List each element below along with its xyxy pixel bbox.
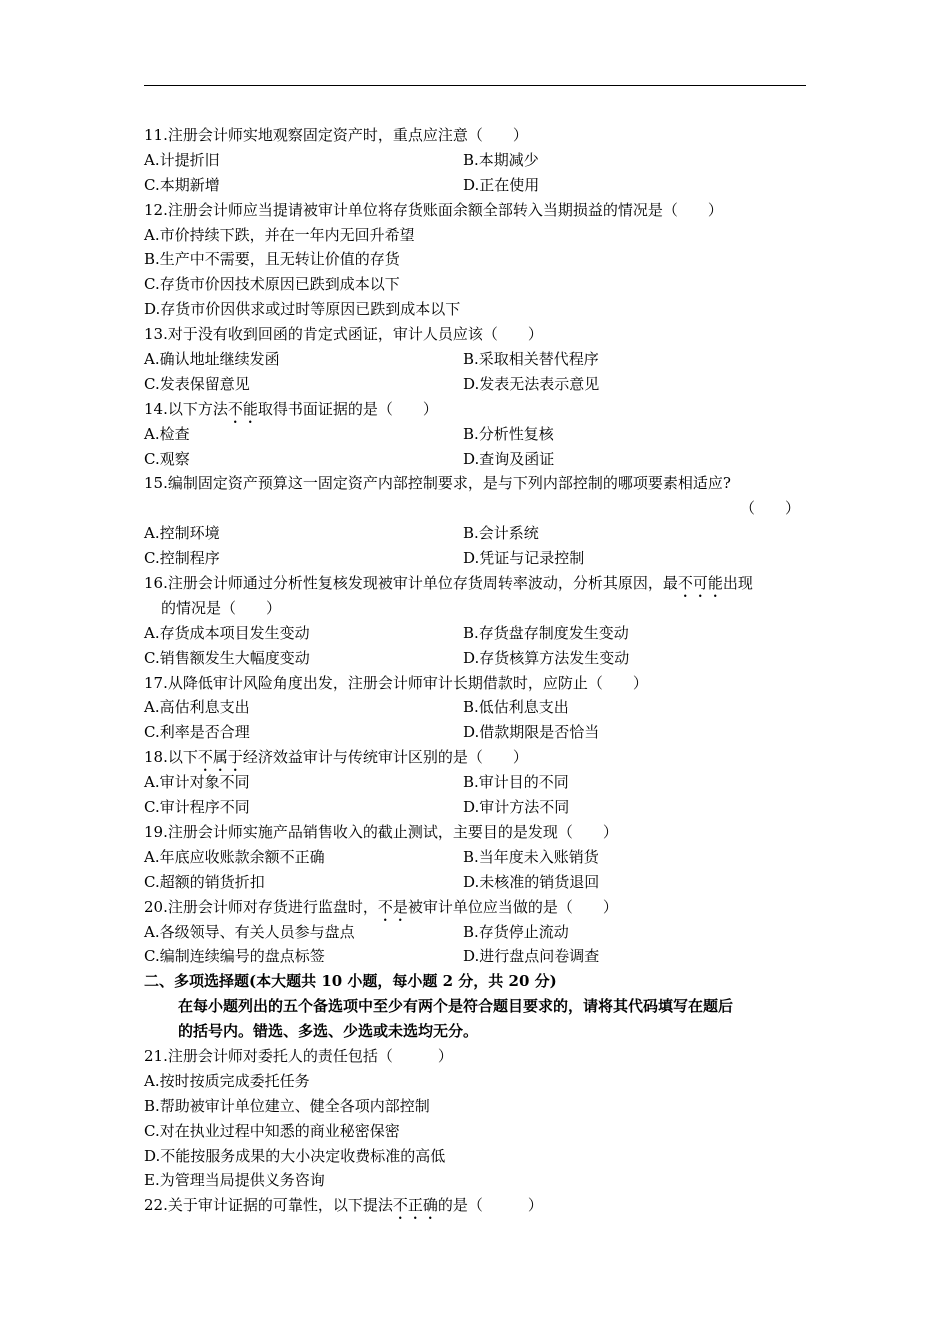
q18-option-b: B.审计目的不同 (463, 773, 569, 792)
q16-option-a: A.存货成本项目发生变动 (144, 623, 310, 642)
question-18-options-row-2 (144, 795, 806, 820)
q13-option-b: B.采取相关替代程序 (463, 350, 599, 369)
section-2-instruction-line2: 的括号内。错选、多选、少选或未选均无分。 (178, 1022, 479, 1041)
question-15-answer-paren: （ ） (739, 499, 800, 518)
q13-option-c: C.发表保留意见 (144, 374, 250, 393)
q22-stem-emphasis: 不正确 (392, 1196, 438, 1215)
question-16-options-row-2 (144, 646, 806, 671)
question-20-stem (144, 895, 806, 920)
question-14-stem (144, 397, 806, 422)
question-12-stem: 12.注册会计师应当提请被审计单位将存货账面余额全部转入当期损益的情况是（ ） (144, 200, 723, 219)
q11-option-c: C.本期新增 (144, 175, 220, 194)
q16-stem-pre: 16.注册会计师通过分析性复核发现被审计单位存货周转率波动，分析其原因，最 (144, 574, 678, 593)
question-20-options-row-2 (144, 944, 806, 969)
q18-stem-pre: 18.以下 (144, 748, 198, 767)
question-14-options-row-1 (144, 422, 806, 447)
question-18-stem (144, 745, 806, 770)
q15-option-d: D.凭证与记录控制 (463, 549, 585, 568)
q13-option-d: D.发表无法表示意见 (463, 374, 600, 393)
q18-stem-post: 经济效益审计与传统审计区别的是（ ） (242, 748, 528, 767)
question-11-options-row-2 (144, 173, 806, 198)
question-16-options-row-1 (144, 621, 806, 646)
q15-option-b: B.会计系统 (463, 524, 539, 543)
q12-option-b: B.生产中不需要，且无转让价值的存货 (144, 250, 400, 269)
q19-option-a: A.年底应收账款余额不正确 (144, 847, 325, 866)
q19-option-b: B.当年度未入账销货 (463, 847, 599, 866)
q17-option-c: C.利率是否合理 (144, 723, 250, 742)
question-19-options-row-2 (144, 870, 806, 895)
question-14-options-row-2 (144, 447, 806, 472)
q20-stem-pre: 20.注册会计师对存货进行监盘时， (144, 897, 378, 916)
q17-option-a: A.高估利息支出 (144, 698, 250, 717)
question-17-options-row-1 (144, 695, 806, 720)
question-15-options-row-2 (144, 546, 806, 571)
q22-stem-post: 的是（ ） (437, 1196, 543, 1215)
q18-option-d: D.审计方法不同 (463, 798, 570, 817)
q14-option-c: C.观察 (144, 449, 190, 468)
question-15-options-row-1 (144, 521, 806, 546)
q16-option-c: C.销售额发生大幅度变动 (144, 648, 310, 667)
q13-option-a: A.确认地址继续发函 (144, 350, 280, 369)
q21-option-a: A.按时按质完成委托任务 (144, 1071, 310, 1090)
question-15-stem: 15.编制固定资产预算这一固定资产内部控制要求，是与下列内部控制的哪项要素相适应? (144, 474, 731, 493)
question-21-stem: 21.注册会计师对委托人的责任包括（ ） (144, 1046, 453, 1065)
q21-option-d: D.不能按服务成果的大小决定收费标准的高低 (144, 1146, 446, 1165)
q16-stem-post: 出现 (722, 574, 753, 593)
question-11-options-row-1 (144, 148, 806, 173)
question-13-options-row-1 (144, 347, 806, 372)
q11-option-b: B.本期减少 (463, 150, 539, 169)
question-16-stem-line2: 的情况是（ ） (161, 598, 282, 617)
q11-option-a: A.计提折旧 (144, 150, 220, 169)
q18-stem-emphasis: 不属于 (197, 748, 243, 767)
q15-option-a: A.控制环境 (144, 524, 220, 543)
question-17-options-row-2 (144, 720, 806, 745)
q20-option-b: B.存货停止流动 (463, 922, 569, 941)
q16-stem-emphasis: 不可能 (677, 574, 723, 593)
section-2-instruction-line1: 在每小题列出的五个备选项中至少有两个是符合题目要求的，请将其代码填写在题后 (178, 997, 734, 1016)
question-20-options-row-1 (144, 920, 806, 945)
question-13-options-row-2 (144, 372, 806, 397)
question-16-stem (144, 571, 806, 596)
q14-option-a: A.检查 (144, 424, 190, 443)
q20-option-d: D.进行盘点问卷调查 (463, 947, 600, 966)
q17-option-b: B.低估利息支出 (463, 698, 569, 717)
question-18-options-row-1 (144, 770, 806, 795)
q11-option-d: D.正在使用 (463, 175, 540, 194)
question-22-stem (144, 1193, 806, 1218)
question-13-stem: 13.对于没有收到回函的肯定式函证，审计人员应该（ ） (144, 325, 543, 344)
q21-option-b: B.帮助被审计单位建立、健全各项内部控制 (144, 1096, 430, 1115)
header-rule (144, 85, 806, 86)
q18-option-a: A.审计对象不同 (144, 773, 250, 792)
q20-option-c: C.编制连续编号的盘点标签 (144, 947, 325, 966)
q14-stem-pre: 14.以下方法 (144, 399, 228, 418)
question-11-stem: 11.注册会计师实地观察固定资产时，重点应注意（ ） (144, 126, 528, 144)
q20-stem-post: 被审计单位应当做的是（ ） (407, 897, 618, 916)
question-19-options-row-1 (144, 845, 806, 870)
q14-option-d: D.查询及函证 (463, 449, 555, 468)
q21-option-e: E.为管理当局提供义务咨询 (144, 1171, 325, 1190)
q21-option-c: C.对在执业过程中知悉的商业秘密保密 (144, 1121, 400, 1140)
exam-content (144, 123, 806, 1218)
q18-option-c: C.审计程序不同 (144, 798, 250, 817)
q15-option-c: C.控制程序 (144, 549, 220, 568)
q14-stem-emphasis: 不能 (227, 399, 258, 418)
q14-stem-post: 取得书面证据的是（ ） (257, 399, 438, 418)
question-17-stem: 17.从降低审计风险角度出发，注册会计师审计长期借款时，应防止（ ） (144, 673, 648, 692)
q22-stem-pre: 22.关于审计证据的可靠性，以下提法 (144, 1196, 393, 1215)
q14-option-b: B.分析性复核 (463, 424, 554, 443)
q16-option-d: D.存货核算方法发生变动 (463, 648, 630, 667)
q12-option-a: A.市价持续下跌，并在一年内无回升希望 (144, 225, 415, 244)
question-19-stem: 19.注册会计师实施产品销售收入的截止测试，主要目的是发现（ ） (144, 822, 618, 841)
q16-option-b: B.存货盘存制度发生变动 (463, 623, 629, 642)
q20-option-a: A.各级领导、有关人员参与盘点 (144, 922, 355, 941)
q17-option-d: D.借款期限是否恰当 (463, 723, 600, 742)
q12-option-d: D.存货市价因供求或过时等原因已跌到成本以下 (144, 300, 461, 319)
q19-option-d: D.未核准的销货退回 (463, 872, 600, 891)
q20-stem-emphasis: 不是 (377, 897, 408, 916)
q12-option-c: C.存货市价因技术原因已跌到成本以下 (144, 275, 400, 294)
section-2-heading: 二、多项选择题(本大题共 10 小题，每小题 2 分，共 20 分) (144, 972, 557, 991)
q19-option-c: C.超额的销货折扣 (144, 872, 265, 891)
